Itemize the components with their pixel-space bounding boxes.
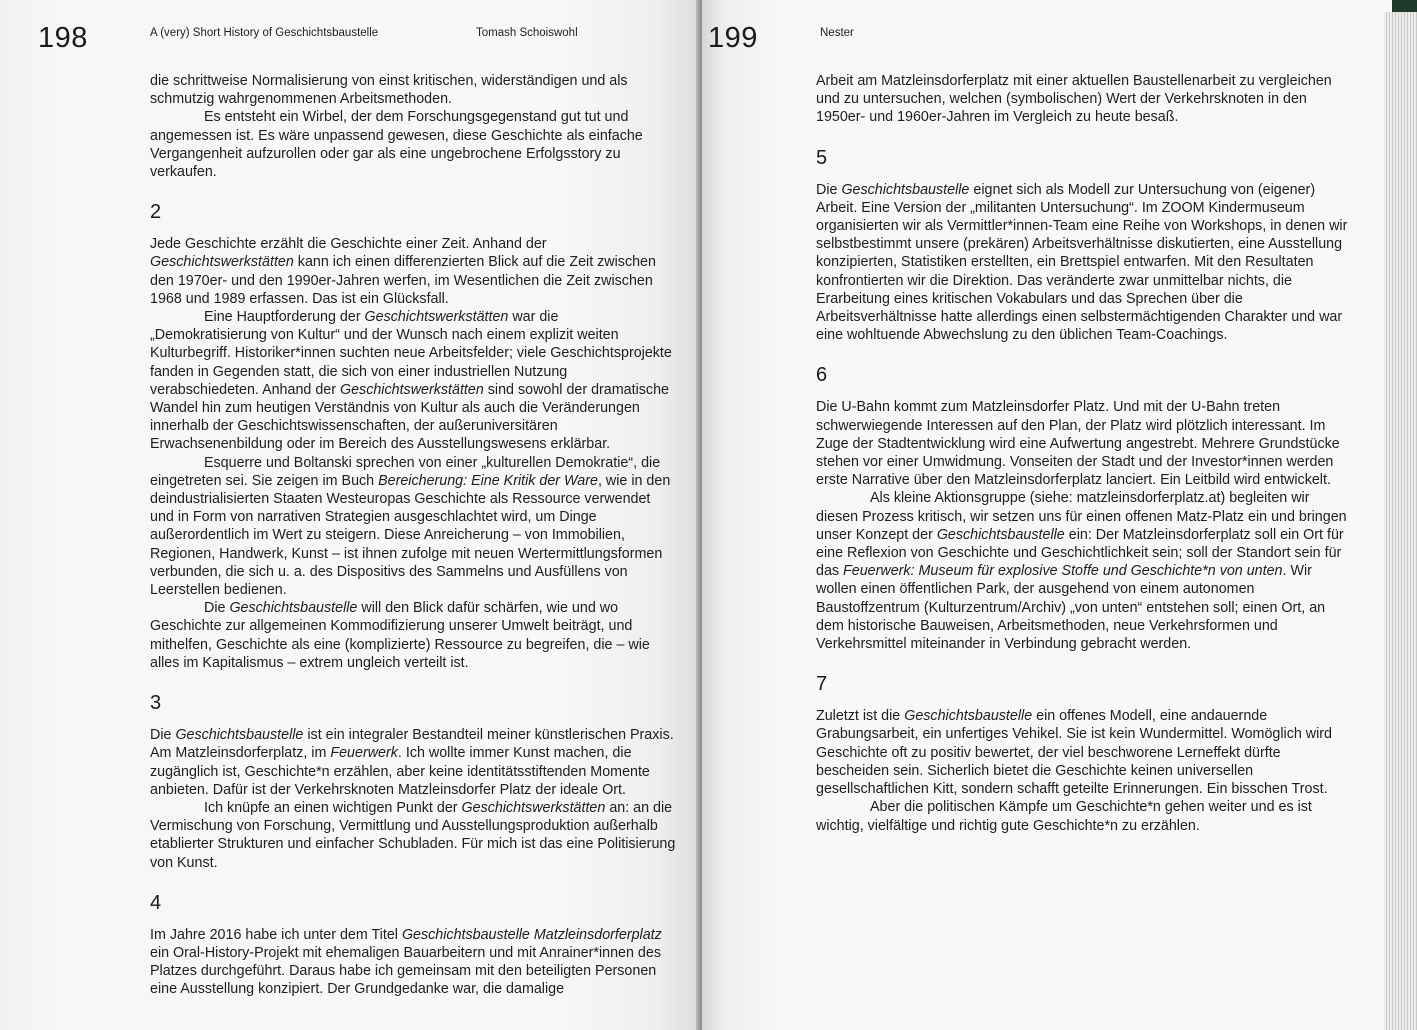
paragraph: Zuletzt ist die Geschichtsbaustelle ein offenes Modell, eine andauernde Grabungsarbeit, ein unfertiges Vehikel. Sie ist kein Wundermittel. Womöglich wird Geschichte oft zu positiv bewertet, der viel beschworene Lerneffekt dürfte bescheiden sein. Sicherlich bietet die Geschichte keinen universellen gesellschaftlichen Kitt, sondern schafft geteilte Erinnerungen. Ein bisschen Trost.	[816, 708, 1332, 798]
section-number: 3	[150, 692, 162, 715]
paragraph: Die U-Bahn kommt zum Matzleinsdorfer Platz. Und mit der U-Bahn treten schwerwiegende Interessen auf den Plan, der Platz wird plötzlich interessant. Im Zuge der Stadtentwicklung wird eine Aufwertung angestrebt. Mehrere Grundstücke stehen vor einer Umwidmung. Vonseiten der Stadt und der Investor*innen werden erste Narrative über den Matzleinsdorferplatz lanciert. Ein Leitbild wird entwickelt.	[816, 399, 1340, 489]
running-head-author: Tomash Schoiswohl	[476, 27, 578, 39]
right-text-column	[816, 72, 1350, 835]
section-number: 5	[816, 146, 828, 169]
paragraph: Jede Geschichte erzählt die Geschichte einer Zeit. Anhand der Geschichtswerkstätten kann ich einen differenzierten Blick auf die Zeit zwischen den 1970er- und den 1990er-Jahren werfen, im Wesentlichen die Zeit zwischen 1968 und 1989 erfassen. Das ist ein Glücksfall.	[150, 236, 656, 307]
section-number: 4	[150, 891, 162, 914]
paragraph: Als kleine Aktionsgruppe (siehe: matzleinsdorferplatz.at) begleiten wir diesen Prozess kritisch, wir setzen uns für einen offenen Matz-Platz ein und bringen unser Konzept der Geschichtsbaustelle ein: Der Matzleinsdorferplatz soll ein Ort für eine Reflexion von Geschichte und Geschichtlichkeit sein; soll der Standort sein für das Feuerwerk: Museum für explosive Stoffe und Geschichte*n von unten. Wir wollen einen öffentlichen Park, der ausgehend von einem autonomen Baustoffzentrum (Kulturzentrum/Archiv) „von unten“ entstehen soll; einen Ort, an dem historische Bauweisen, Arbeitsmethoden, neue Verkehrsformen und Verkehrsmittel miteinander in Verbindung gebracht werden.	[816, 490, 1347, 653]
section-number: 7	[816, 673, 828, 696]
left-page	[0, 0, 700, 1030]
page-number-left: 198	[38, 22, 88, 54]
paragraph: Aber die politischen Kämpfe um Geschichte*n gehen weiter und es ist wichtig, vielfältige und richtig gute Geschichte*n zu erzählen.	[816, 799, 1312, 834]
paragraph: Die Geschichtsbaustelle will den Blick dafür schärfen, wie und wo Geschichte zur allgemeinen Kommodifizierung unserer Umwelt beiträgt, und mithelfen, Geschichte als eine (komplizierte) Ressource zu begreifen, die – wie alles im Kapitalismus – extrem ungleich verteilt ist.	[150, 600, 650, 671]
paragraph: Arbeit am Matzleinsdorferplatz mit einer aktuellen Baustellenarbeit zu vergleichen und zu untersuchen, welchen (symbolischen) Wert der Verkehrsknoten in den 1950er- und 1960er-Jahren im Vergleich zu heute besaß.	[816, 73, 1332, 126]
running-head-right: Nester	[820, 27, 854, 39]
paragraph: Ich knüpfe an einen wichtigen Punkt der Geschichtswerkstätten an: an die Vermischung von Forschung, Vermittlung und Ausstellungsproduktion außerhalb etablierter Strukturen und einfacher Schubladen. Für mich ist das eine Politisierung von Kunst.	[150, 799, 676, 871]
left-text-column	[150, 72, 678, 999]
paragraph: Im Jahre 2016 habe ich unter dem Titel Geschichtsbaustelle Matzleinsdorferplatz ein Oral-History-Projekt mit ehemaligen Bauarbeitern und mit Anrainer*innen des Platzes durchgeführt. Daraus habe ich gemeinsam mit den beteiligten Personen eine Ausstellung konzipiert. Der Grundgedanke war, die damalige	[150, 926, 662, 998]
running-head-title: A (very) Short History of Geschichtsbaustelle	[150, 27, 379, 39]
paragraph: Die Geschichtsbaustelle ist ein integraler Bestandteil meiner künstlerischen Praxis. Am Matzleinsdorferplatz, im Feuerwerk. Ich wollte immer Kunst machen, die zugänglich ist, Geschichte*n erzählen, aber keine identitätsstiftenden Momente anbieten. Dafür ist der Verkehrsknoten Matzleinsdorfer Platz der ideale Ort.	[150, 727, 674, 798]
paragraph: Es entsteht ein Wirbel, der dem Forschungsgegenstand gut tut und angemessen ist. Es wäre unpassend gewesen, diese Geschichte als einfache Vergangenheit aufzurollen oder gar als eine ungebrochene Erfolgsstory zu verkaufen.	[150, 109, 643, 181]
section-number: 2	[150, 201, 162, 224]
paragraph: die schrittweise Normalisierung von einst kritischen, widerständigen und als schmutzig wahrgenommenen Arbeitsmethoden.	[150, 73, 628, 108]
page-edges	[1384, 12, 1417, 1030]
paragraph: Eine Hauptforderung der Geschichtswerkstätten war die „Demokratisierung von Kultur“ und der Wunsch nach einem explizit weiten Kulturbegriff. Historiker*innen suchten neue Arbeitsfelder; viele Geschichtsprojekte fanden in Gegenden statt, die sich von einer industriellen Nutzung verabschiedeten. Anhand der Geschichtswerkstätten sind sowohl der dramatische Wandel hin zum heutigen Verständnis von Kultur als auch die Veränderungen innerhalb der Geschichtswissenschaften, der außeruniversitären Erwachsenenbildung oder im Bereich des Ausstellungswesens erklärbar.	[150, 309, 672, 453]
page-number-right: 199	[708, 22, 758, 54]
section-number: 6	[816, 364, 828, 387]
paragraph: Die Geschichtsbaustelle eignet sich als Modell zur Untersuchung von (eigener) Arbeit. Eine Version der „militanten Untersuchung“. Im ZOOM Kindermuseum organisierten wir als Vermittler*innen-Team eine Reihe von Workshops, in denen wir selbstbestimmt unsere (prekären) Arbeitsverhältnisse diskutierten, eine Ausstellung konzipierten, Statistiken erstellten, ein Brettspiel entwarfen. Mit den Resultaten konfrontierten wir die Direktion. Das veränderte zwar unmittelbar nichts, die Erarbeitung eines kritischen Vokabulars und das Sprechen über die Arbeitsverhältnisse hatte allerdings einen selbstermächtigenden Charakter und war eine wohltuende Abwechslung zu den üblichen Team-Coachings.	[816, 181, 1348, 344]
paragraph: Esquerre und Boltanski sprechen von einer „kulturellen Demokratie“, die eingetreten sei. Sie zeigen im Buch Bereicherung: Eine Kritik der Ware, wie in den deindustrialisierten Staaten Westeuropas Geschichte als Ressource verwendet und in Form von narrativen Strategien ausgeschlachtet wird, um Dinge außerordentlich im Wert zu steigern. Diese Anreicherung – von Immobilien, Regionen, Handwerk, Kunst – ist ihnen zufolge mit neuen Wertermittlungsformen verbunden, die sich u. a. des Dispositivs des Sammelns und Ausfüllens von Leerstellen bedienen.	[150, 454, 671, 599]
